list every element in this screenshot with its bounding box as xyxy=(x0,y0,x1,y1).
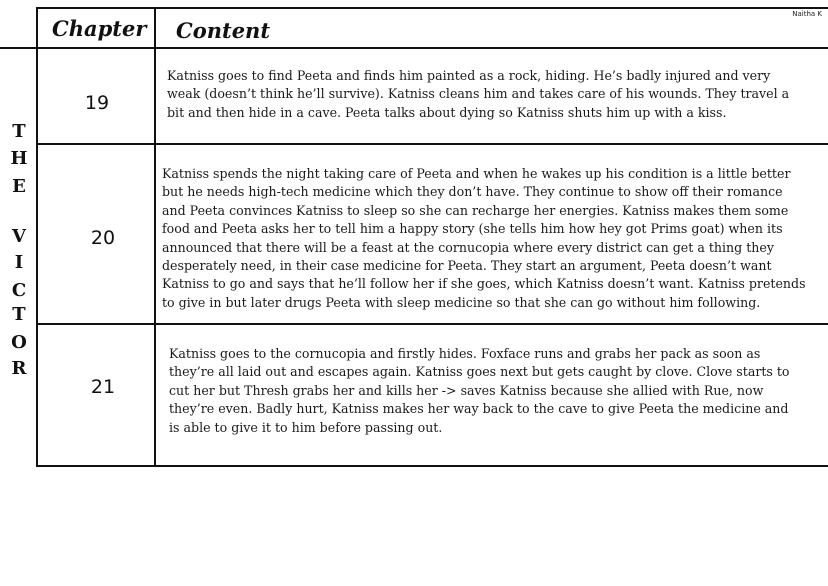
table-bottom-border xyxy=(38,465,828,467)
side-letter: T xyxy=(12,304,26,325)
chapter-number: 20 xyxy=(90,227,116,249)
summary-line: is able to give it to him before passing out. xyxy=(169,419,443,435)
summary-line: bit and then hide in a cave. Peeta talks about dying so Katniss shuts him up with a kiss. xyxy=(167,104,727,120)
side-letter: E xyxy=(12,176,26,197)
side-letter: V xyxy=(12,226,26,247)
side-title-the-victor xyxy=(0,0,38,586)
summary-line: they’re even. Badly hurt, Katniss makes her way back to the cave to give Peeta the medicine and xyxy=(169,401,789,417)
header-bottom-border xyxy=(0,47,828,49)
row-20-bottom-border xyxy=(38,323,828,325)
summary-line: food and Peeta asks her to tell him a happy story (she tells him how hey got Prims goat) when its xyxy=(162,221,783,237)
chapter-number: 21 xyxy=(90,376,116,398)
summary-line: Katniss goes to the cornucopia and firstly hides. Foxface runs and grabs her pack as soon as xyxy=(169,346,761,361)
chapter-summary xyxy=(169,345,790,437)
summary-line: Katniss spends the night taking care of Peeta and when he wakes up his condition is a little better xyxy=(162,166,791,181)
summary-line: Katniss to go and says that he’ll follow her if she goes, which Katniss doesn’t want. Katniss pretends xyxy=(162,276,806,292)
chapter-summary xyxy=(167,67,789,122)
summary-line: to give in but later drugs Peeta with sleep medicine so that she can go without him following. xyxy=(162,294,761,310)
author-name: Naitha K xyxy=(792,10,822,18)
content-column-header: Content xyxy=(176,18,271,43)
table-top-border xyxy=(38,7,828,9)
side-letter: T xyxy=(12,121,26,142)
chapter-summary xyxy=(162,165,806,312)
summary-line: Katniss goes to find Peeta and finds him painted as a rock, hiding. He’s badly injured and very xyxy=(167,68,771,83)
summary-line: they’re all laid out and escapes again. Katniss goes next but gets caught by clove. Clove starts to xyxy=(169,364,790,380)
summary-line: announced that there will be a feast at the cornucopia where every district can get a thing they xyxy=(162,239,774,255)
summary-line: cut her but Thresh grabs her and kills her -> saves Katniss because she allied with Rue, now xyxy=(169,382,764,398)
chapter-number: 19 xyxy=(84,92,110,114)
summary-line: and Peeta convinces Katniss to sleep so she can recharge her energies. Katniss makes them some xyxy=(162,202,789,218)
summary-line: weak (doesn’t think he’ll survive). Katniss cleans him and takes care of his wounds. They travel a xyxy=(167,86,790,102)
side-letter: C xyxy=(11,280,27,301)
side-letter: R xyxy=(11,358,27,379)
summary-line: desperately need, in their case medicine for Peeta. They start an argument, Peeta doesn’t want xyxy=(162,257,772,273)
side-letter: I xyxy=(14,252,24,273)
summary-line: but he needs high-tech medicine which they don’t have. They continue to show off their romance xyxy=(162,184,783,200)
row-19-bottom-border xyxy=(38,143,828,145)
chapter-column-header: Chapter xyxy=(52,16,147,41)
side-letter: H xyxy=(10,148,28,169)
side-letter: O xyxy=(11,332,27,353)
